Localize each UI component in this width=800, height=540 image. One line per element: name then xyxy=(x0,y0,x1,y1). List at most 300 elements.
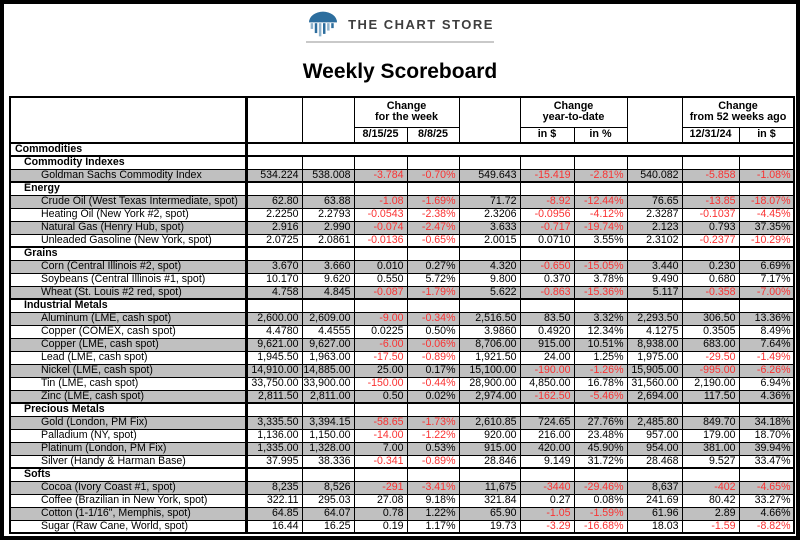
cell-value xyxy=(246,468,302,481)
cell-value: -3.29 xyxy=(520,520,574,533)
cell-value xyxy=(302,247,354,260)
row-label-header xyxy=(10,97,246,143)
cell-value xyxy=(246,143,302,156)
cell-value xyxy=(627,156,682,169)
cell-value xyxy=(682,403,739,416)
cell-value: -190.00 xyxy=(520,364,574,377)
cell-value xyxy=(682,182,739,195)
table-row xyxy=(10,195,794,208)
cell-value: 9.620 xyxy=(302,273,354,286)
cell-value: 2.0015 xyxy=(459,234,520,247)
cell-value: 4.4555 xyxy=(302,325,354,338)
cell-value: -13.85 xyxy=(682,195,739,208)
row-label: Nickel (LME, cash spot) xyxy=(10,364,246,377)
cell-value: -0.650 xyxy=(520,260,574,273)
cell-value xyxy=(739,468,794,481)
cell-value: 80.42 xyxy=(682,494,739,507)
row-label: Softs xyxy=(10,468,246,481)
cell-value: 3.670 xyxy=(246,260,302,273)
cell-value: 34.18% xyxy=(739,416,794,429)
cell-value: 18.70% xyxy=(739,429,794,442)
cell-value: 0.27% xyxy=(407,260,459,273)
cell-value: -1.49% xyxy=(739,351,794,364)
cell-value xyxy=(574,468,627,481)
cell-value: 2.990 xyxy=(302,221,354,234)
section-row xyxy=(10,182,794,195)
cell-value: 1,150.00 xyxy=(302,429,354,442)
cell-value xyxy=(520,182,574,195)
cell-value: 1.17% xyxy=(407,520,459,533)
cell-value: 117.50 xyxy=(682,390,739,403)
cell-value: 0.50 xyxy=(354,390,407,403)
cell-value: 1,136.00 xyxy=(246,429,302,442)
table-row xyxy=(10,221,794,234)
brand-name: THE CHART STORE xyxy=(348,16,494,32)
cell-value xyxy=(739,299,794,312)
cell-value: -1.79% xyxy=(407,286,459,299)
cell-value: -17.50 xyxy=(354,351,407,364)
table-row xyxy=(10,442,794,455)
cell-value: -2.81% xyxy=(574,169,627,182)
cell-value: 64.07 xyxy=(302,507,354,520)
table-row xyxy=(10,312,794,325)
cell-value: 1,963.00 xyxy=(302,351,354,364)
table-row xyxy=(10,273,794,286)
table-row xyxy=(10,390,794,403)
cell-value: -0.06% xyxy=(407,338,459,351)
cell-value: 4.4780 xyxy=(246,325,302,338)
cell-value: -5.46% xyxy=(574,390,627,403)
cell-value: 2.0861 xyxy=(302,234,354,247)
cell-value: -0.89% xyxy=(407,351,459,364)
cell-value: 3.633 xyxy=(459,221,520,234)
table-row xyxy=(10,455,794,468)
cell-value xyxy=(246,156,302,169)
section-row xyxy=(10,468,794,481)
cell-value: 33.47% xyxy=(739,455,794,468)
cell-value: 2.3206 xyxy=(459,208,520,221)
cell-value: 0.0710 xyxy=(520,234,574,247)
table-row xyxy=(10,429,794,442)
page-banner xyxy=(4,4,796,87)
cell-value xyxy=(246,403,302,416)
cell-value xyxy=(459,403,520,416)
cell-value: 0.50% xyxy=(407,325,459,338)
cell-value xyxy=(246,299,302,312)
cell-value: 4.758 xyxy=(246,286,302,299)
cell-value: -1.59 xyxy=(682,520,739,533)
cell-value: 9.527 xyxy=(682,455,739,468)
cell-value xyxy=(459,143,520,156)
cell-value xyxy=(407,468,459,481)
cell-value: -0.863 xyxy=(520,286,574,299)
row-label: Crude Oil (West Texas Intermediate, spot) xyxy=(10,195,246,208)
cell-value: 9,627.00 xyxy=(302,338,354,351)
cell-value: 16.25 xyxy=(302,520,354,533)
cell-value: 4,850.00 xyxy=(520,377,574,390)
row-label: Commodities xyxy=(10,143,246,156)
cell-value: 2,694.00 xyxy=(627,390,682,403)
cell-value: 920.00 xyxy=(459,429,520,442)
cell-value: 2,190.00 xyxy=(682,377,739,390)
cell-value: -3.784 xyxy=(354,169,407,182)
cell-value: 1.25% xyxy=(574,351,627,364)
empty-header-cell xyxy=(459,97,520,143)
cell-value: 10.51% xyxy=(574,338,627,351)
cell-value xyxy=(682,143,739,156)
cell-value: -2.47% xyxy=(407,221,459,234)
cell-value: -0.89% xyxy=(407,455,459,468)
row-label: Grains xyxy=(10,247,246,260)
cell-value xyxy=(520,299,574,312)
cell-value xyxy=(682,468,739,481)
cell-value: -4.65% xyxy=(739,481,794,494)
change-label: Change xyxy=(553,100,594,113)
cell-value: -4.45% xyxy=(739,208,794,221)
section-row xyxy=(10,156,794,169)
in-dollar-header: in $ xyxy=(520,127,574,143)
empty-header-cell xyxy=(627,97,682,143)
table-row xyxy=(10,377,794,390)
cell-value: -0.717 xyxy=(520,221,574,234)
cell-value: -6.00 xyxy=(354,338,407,351)
cell-value: 13.36% xyxy=(739,312,794,325)
cell-value: 849.70 xyxy=(682,416,739,429)
row-label: Zinc (LME, cash spot) xyxy=(10,390,246,403)
cell-value: 3,335.50 xyxy=(246,416,302,429)
table-row xyxy=(10,507,794,520)
cell-value: -1.26% xyxy=(574,364,627,377)
cell-value: 4.845 xyxy=(302,286,354,299)
cell-value: 2.2793 xyxy=(302,208,354,221)
cell-value xyxy=(302,182,354,195)
cell-value: 381.00 xyxy=(682,442,739,455)
cell-value xyxy=(739,143,794,156)
cell-value xyxy=(682,247,739,260)
cell-value xyxy=(302,468,354,481)
cell-value: 2.3102 xyxy=(627,234,682,247)
change-label: Change xyxy=(718,100,758,113)
cell-value: 4.1275 xyxy=(627,325,682,338)
row-label: Energy xyxy=(10,182,246,195)
change-label: Change xyxy=(386,100,427,113)
cell-value: 16.44 xyxy=(246,520,302,533)
row-label: Platinum (London, PM Fix) xyxy=(10,442,246,455)
row-label: Copper (LME, cash spot) xyxy=(10,338,246,351)
cell-value: 5.72% xyxy=(407,273,459,286)
cell-value: 61.96 xyxy=(627,507,682,520)
cell-value: 7.17% xyxy=(739,273,794,286)
table-header xyxy=(10,97,794,143)
row-label: Natural Gas (Henry Hub, spot) xyxy=(10,221,246,234)
cell-value: 0.53% xyxy=(407,442,459,455)
cell-value: -19.74% xyxy=(574,221,627,234)
cell-value: 63.88 xyxy=(302,195,354,208)
cell-value: -9.00 xyxy=(354,312,407,325)
change-52w-sublabel: from 52 weeks ago xyxy=(689,111,787,124)
cell-value: 27.08 xyxy=(354,494,407,507)
cell-value: 549.643 xyxy=(459,169,520,182)
cell-value: 31.72% xyxy=(574,455,627,468)
cell-value: 0.680 xyxy=(682,273,739,286)
cell-value: 0.08% xyxy=(574,494,627,507)
section-row xyxy=(10,247,794,260)
row-label: Silver (Handy & Harman Base) xyxy=(10,455,246,468)
cell-value: 9.800 xyxy=(459,273,520,286)
cell-value: -402 xyxy=(682,481,739,494)
cell-value xyxy=(407,156,459,169)
cell-value: 957.00 xyxy=(627,429,682,442)
table-row xyxy=(10,416,794,429)
cell-value: 2,485.80 xyxy=(627,416,682,429)
cell-value: 8,637 xyxy=(627,481,682,494)
row-label: Industrial Metals xyxy=(10,299,246,312)
cell-value xyxy=(246,182,302,195)
cell-value xyxy=(574,156,627,169)
row-label: Tin (LME, cash spot) xyxy=(10,377,246,390)
cell-value: 14,910.00 xyxy=(246,364,302,377)
empty-header-cell xyxy=(246,97,302,143)
cell-value: -291 xyxy=(354,481,407,494)
cell-value: 33,750.00 xyxy=(246,377,302,390)
cell-value: 0.19 xyxy=(354,520,407,533)
cell-value: 14,885.00 xyxy=(302,364,354,377)
cell-value: 321.84 xyxy=(459,494,520,507)
cell-value xyxy=(627,468,682,481)
cell-value: 3.55% xyxy=(574,234,627,247)
cell-value: 5.117 xyxy=(627,286,682,299)
row-label: Gold (London, PM Fix) xyxy=(10,416,246,429)
cell-value: 538.008 xyxy=(302,169,354,182)
cell-value xyxy=(459,299,520,312)
cell-value: -12.44% xyxy=(574,195,627,208)
group-row xyxy=(10,143,794,156)
row-label: Aluminum (LME, cash spot) xyxy=(10,312,246,325)
cell-value xyxy=(627,182,682,195)
cell-value: 28.846 xyxy=(459,455,520,468)
cell-value xyxy=(574,299,627,312)
cell-value: 71.72 xyxy=(459,195,520,208)
cell-value xyxy=(627,247,682,260)
cell-value: -0.0136 xyxy=(354,234,407,247)
cell-value: -29.50 xyxy=(682,351,739,364)
cell-value: 65.90 xyxy=(459,507,520,520)
row-label: Wheat (St. Louis #2 red, spot) xyxy=(10,286,246,299)
cell-value: 16.78% xyxy=(574,377,627,390)
table-row xyxy=(10,520,794,533)
cell-value xyxy=(739,247,794,260)
cell-value xyxy=(520,403,574,416)
cell-value: -58.65 xyxy=(354,416,407,429)
cell-value xyxy=(520,247,574,260)
cell-value xyxy=(520,143,574,156)
table-row xyxy=(10,208,794,221)
cell-value: -2.38% xyxy=(407,208,459,221)
cell-value xyxy=(739,182,794,195)
cell-value xyxy=(574,403,627,416)
cell-value: 24.00 xyxy=(520,351,574,364)
cell-value xyxy=(302,403,354,416)
cell-value: 15,905.00 xyxy=(627,364,682,377)
cell-value: 25.00 xyxy=(354,364,407,377)
table-row xyxy=(10,351,794,364)
cell-value: -0.65% xyxy=(407,234,459,247)
empty-header-cell xyxy=(302,97,354,143)
cell-value: 534.224 xyxy=(246,169,302,182)
cell-value: 37.995 xyxy=(246,455,302,468)
cell-value xyxy=(574,247,627,260)
cell-value: -0.70% xyxy=(407,169,459,182)
cell-value: -14.00 xyxy=(354,429,407,442)
cell-value: -1.59% xyxy=(574,507,627,520)
brand-divider xyxy=(306,41,494,43)
cell-value: 0.550 xyxy=(354,273,407,286)
cell-value: -15.36% xyxy=(574,286,627,299)
cell-value: 683.00 xyxy=(682,338,739,351)
cell-value: 0.370 xyxy=(520,273,574,286)
cell-value: -0.087 xyxy=(354,286,407,299)
cell-value: 10.170 xyxy=(246,273,302,286)
cell-value: 241.69 xyxy=(627,494,682,507)
cell-value: 3.78% xyxy=(574,273,627,286)
cell-value: 2,811.50 xyxy=(246,390,302,403)
cell-value: -0.0956 xyxy=(520,208,574,221)
cell-value: 1,335.00 xyxy=(246,442,302,455)
cell-value: 1,328.00 xyxy=(302,442,354,455)
cell-value xyxy=(302,299,354,312)
cell-value: 4.66% xyxy=(739,507,794,520)
table-row xyxy=(10,260,794,273)
cell-value: 0.793 xyxy=(682,221,739,234)
cell-value: 6.94% xyxy=(739,377,794,390)
row-label: Unleaded Gasoline (New York, spot) xyxy=(10,234,246,247)
cell-value: -15.419 xyxy=(520,169,574,182)
cell-value: 83.50 xyxy=(520,312,574,325)
cell-value: 295.03 xyxy=(302,494,354,507)
cell-value: -0.358 xyxy=(682,286,739,299)
cell-value: 2,293.50 xyxy=(627,312,682,325)
cell-value xyxy=(407,182,459,195)
change-ytd-sublabel: year-to-date xyxy=(542,111,605,124)
cell-value: 1.22% xyxy=(407,507,459,520)
cell-value: -0.44% xyxy=(407,377,459,390)
row-label: Goldman Sachs Commodity Index xyxy=(10,169,246,182)
cell-value xyxy=(459,247,520,260)
cell-value: -8.92 xyxy=(520,195,574,208)
in-percent-header: in % xyxy=(574,127,627,143)
cell-value: -1.22% xyxy=(407,429,459,442)
cell-value: 38.336 xyxy=(302,455,354,468)
cell-value: 3.9860 xyxy=(459,325,520,338)
row-label: Commodity Indexes xyxy=(10,156,246,169)
cell-value: -1.05 xyxy=(520,507,574,520)
cell-value xyxy=(627,299,682,312)
cell-value: 0.0225 xyxy=(354,325,407,338)
cell-value: -15.05% xyxy=(574,260,627,273)
cell-value: 3,394.15 xyxy=(302,416,354,429)
table-row xyxy=(10,338,794,351)
cell-value: -18.07% xyxy=(739,195,794,208)
table-row xyxy=(10,234,794,247)
cell-value xyxy=(682,299,739,312)
cell-value: 0.02% xyxy=(407,390,459,403)
cell-value: 12.34% xyxy=(574,325,627,338)
date-header-current: 8/15/25 xyxy=(354,127,407,143)
cell-value: -4.12% xyxy=(574,208,627,221)
page-title: Weekly Scoreboard xyxy=(302,60,498,83)
cell-value: -1.69% xyxy=(407,195,459,208)
cell-value: 3.32% xyxy=(574,312,627,325)
cell-value xyxy=(302,143,354,156)
cell-value: 7.00 xyxy=(354,442,407,455)
cell-value: -1.73% xyxy=(407,416,459,429)
cell-value: 0.010 xyxy=(354,260,407,273)
cell-value xyxy=(459,156,520,169)
cell-value: 954.00 xyxy=(627,442,682,455)
cell-value: -0.074 xyxy=(354,221,407,234)
cell-value: 2.916 xyxy=(246,221,302,234)
cell-value xyxy=(574,143,627,156)
cell-value: -6.26% xyxy=(739,364,794,377)
brand-logo-block xyxy=(4,10,796,38)
cell-value: -3440 xyxy=(520,481,574,494)
cell-value: 2,974.00 xyxy=(459,390,520,403)
cell-value xyxy=(407,247,459,260)
cell-value: 1,945.50 xyxy=(246,351,302,364)
cell-value xyxy=(354,403,407,416)
cell-value xyxy=(739,156,794,169)
cell-value: 8,706.00 xyxy=(459,338,520,351)
cell-value: 3.660 xyxy=(302,260,354,273)
change-week-sublabel: for the week xyxy=(375,111,438,124)
cell-value xyxy=(354,247,407,260)
row-label: Coffee (Brazilian in New York, spot) xyxy=(10,494,246,507)
cell-value: 5.622 xyxy=(459,286,520,299)
cell-value xyxy=(407,299,459,312)
section-row xyxy=(10,403,794,416)
change-week-header xyxy=(354,97,459,127)
cell-value xyxy=(627,143,682,156)
cell-value: 33,900.00 xyxy=(302,377,354,390)
change-52w-header xyxy=(682,97,794,127)
cell-value: 23.48% xyxy=(574,429,627,442)
table-row xyxy=(10,494,794,507)
cell-value: 2.89 xyxy=(682,507,739,520)
cell-value: 2,609.00 xyxy=(302,312,354,325)
cell-value: 19.73 xyxy=(459,520,520,533)
cell-value: -0.1037 xyxy=(682,208,739,221)
cell-value: 9.490 xyxy=(627,273,682,286)
cell-value: 0.4920 xyxy=(520,325,574,338)
cell-value xyxy=(459,182,520,195)
cell-value: 3.440 xyxy=(627,260,682,273)
table-row xyxy=(10,286,794,299)
cell-value: -10.29% xyxy=(739,234,794,247)
row-label: Cotton (1-1/16", Memphis, spot) xyxy=(10,507,246,520)
cell-value: -0.0543 xyxy=(354,208,407,221)
cell-value: 9,621.00 xyxy=(246,338,302,351)
cell-value xyxy=(459,468,520,481)
cell-value: -1.08 xyxy=(354,195,407,208)
section-row xyxy=(10,299,794,312)
cell-value: 4.36% xyxy=(739,390,794,403)
cell-value: 2,610.85 xyxy=(459,416,520,429)
cell-value xyxy=(354,299,407,312)
cell-value: 306.50 xyxy=(682,312,739,325)
cell-value: -1.08% xyxy=(739,169,794,182)
table-row xyxy=(10,364,794,377)
cell-value: 0.3505 xyxy=(682,325,739,338)
